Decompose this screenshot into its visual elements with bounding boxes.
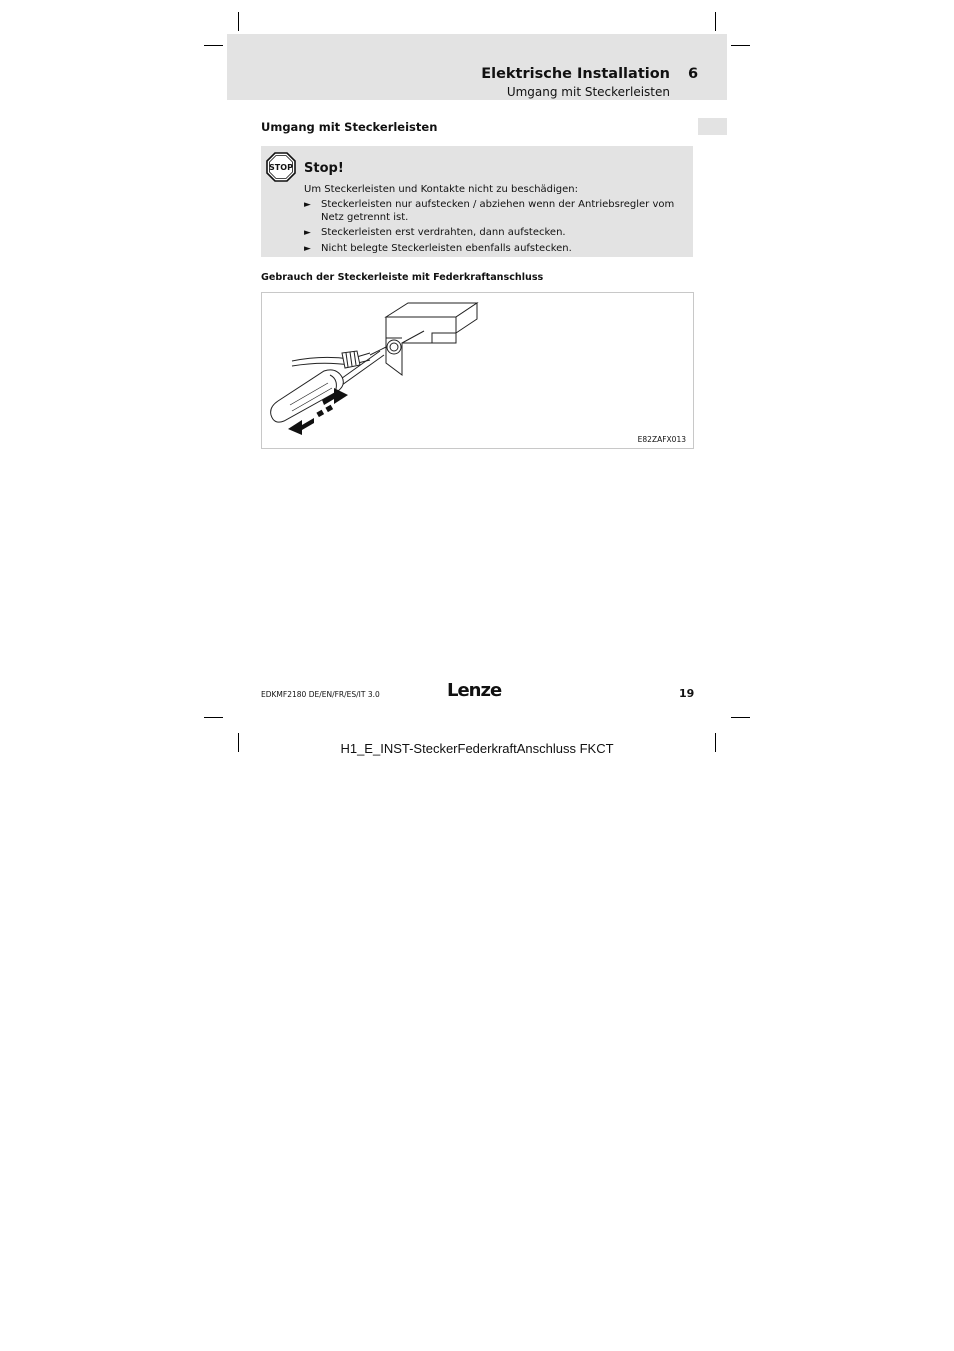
document-number: EDKMF2180 DE/EN/FR/ES/IT 3.0 <box>261 690 380 699</box>
figure-code: E82ZAFX013 <box>637 435 686 444</box>
figure-heading: Gebrauch der Steckerleiste mit Federkraftanschluss <box>261 272 544 283</box>
stop-list <box>304 199 684 258</box>
screwdriver-connector-illustration <box>262 293 693 448</box>
lenze-logo: Lenze <box>447 680 502 701</box>
page-number: 19 <box>679 687 695 700</box>
list-item: ► Steckerleisten nur aufstecken / abziehen wenn der Antriebsregler vom Netz getrennt ist. <box>304 199 675 223</box>
bullet-arrow-icon: ► <box>304 228 311 238</box>
page-title: Elektrische Installation <box>481 66 670 82</box>
list-item: ► Nicht belegte Steckerleisten ebenfalls aufstecken. <box>304 242 572 254</box>
print-slug: H1_E_INST-SteckerFederkraftAnschluss FKCT <box>340 741 614 756</box>
stop-sign-icon <box>266 152 296 182</box>
chapter-tab <box>698 118 727 135</box>
crop-mark <box>715 12 716 31</box>
crop-mark <box>204 717 223 718</box>
list-item: ► Steckerleisten erst verdrahten, dann aufstecken. <box>304 227 566 238</box>
page-subtitle: Umgang mit Steckerleisten <box>506 85 670 99</box>
bullet-arrow-icon: ► <box>304 200 311 210</box>
chapter-number: 6 <box>688 66 699 82</box>
figure-frame <box>261 292 694 449</box>
stop-warning-box <box>261 146 693 257</box>
section-heading: Umgang mit Steckerleisten <box>261 120 438 134</box>
stop-title: Stop! <box>304 161 344 176</box>
stop-intro: Um Steckerleisten und Kontakte nicht zu beschädigen: <box>304 184 578 195</box>
crop-mark <box>731 45 750 46</box>
crop-mark <box>204 45 223 46</box>
crop-mark <box>238 12 239 31</box>
stop-sign-label: STOP <box>269 163 293 172</box>
crop-mark <box>731 717 750 718</box>
bullet-arrow-icon: ► <box>304 243 311 254</box>
